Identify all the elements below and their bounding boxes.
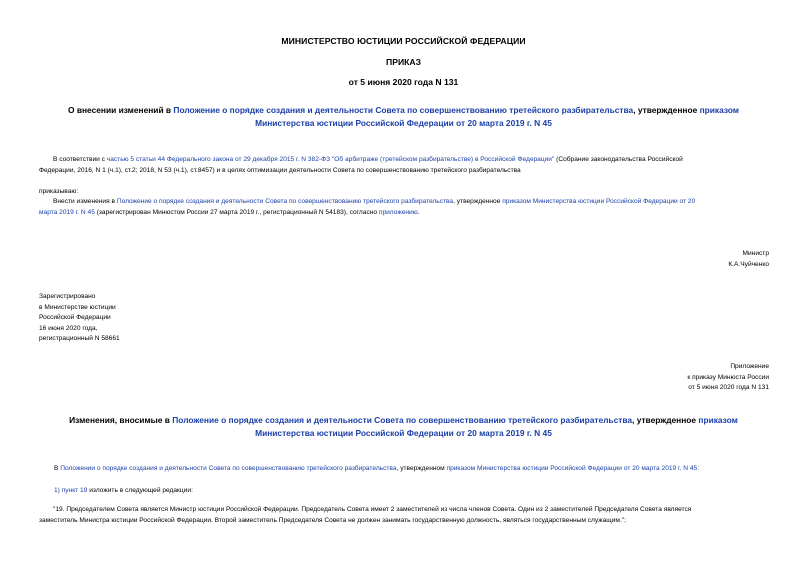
order-line2 bbox=[39, 208, 771, 219]
changes-item-1 bbox=[54, 487, 193, 494]
appendix-line: к приказу Минюста России bbox=[687, 373, 769, 381]
title-regulation-link[interactable]: Положение о порядке создания и деятельности Совета по совершенствованию третейского разбирательства bbox=[173, 105, 634, 115]
order-text4: . bbox=[417, 208, 420, 216]
preamble-line1 bbox=[39, 155, 771, 166]
registration-line: Российской Федерации bbox=[39, 314, 111, 321]
document-date-number: от 5 июня 2020 года N 131 bbox=[348, 77, 459, 87]
changes-title-line1 bbox=[30, 414, 777, 427]
registration-line: Зарегистрировано bbox=[39, 293, 96, 300]
changes-intro-text2: , утвержденном bbox=[396, 465, 447, 472]
order-regulation-link[interactable]: Положение о порядке создания и деятельности Совета по совершенствованию третейского разбирательства bbox=[116, 198, 454, 205]
changes-intro-text3: : bbox=[697, 465, 700, 472]
changes-intro-regulation-link[interactable]: Положении о порядке создания и деятельности Совета по совершенствованию третейского разбирательства bbox=[60, 465, 397, 472]
appendix-block bbox=[687, 362, 769, 394]
changes-title-ministry-order-link[interactable]: Министерства юстиции Российской Федерации от 20 марта 2019 г. N 45 bbox=[255, 428, 552, 438]
title-ministry-order-link[interactable]: Министерства юстиции Российской Федерации от 20 марта 2019 г. N 45 bbox=[255, 118, 552, 128]
document-type: ПРИКАЗ bbox=[386, 57, 421, 67]
order-ministry-order-link[interactable]: приказом Министерства юстиции Российской Федерации от 20 bbox=[502, 198, 696, 205]
changes-intro-order-link[interactable]: приказом Министерства юстиции Российской Федерации от 20 марта 2019 г. N 45 bbox=[446, 465, 698, 472]
changes-title bbox=[30, 414, 777, 440]
registration-line: в Министерстве юстиции bbox=[39, 303, 116, 311]
ministry-heading: МИНИСТЕРСТВО ЮСТИЦИИ РОССИЙСКОЙ ФЕДЕРАЦИИ bbox=[281, 36, 526, 46]
preamble-text2: (Собрание законодательства Российской bbox=[554, 156, 683, 163]
preamble-paragraph bbox=[39, 155, 771, 176]
item-19-link[interactable]: 1) пункт 19 bbox=[54, 487, 88, 494]
changes-title-prefix: Изменения, вносимые в bbox=[69, 415, 173, 425]
registration-line: 16 июня 2020 года, bbox=[39, 324, 98, 332]
title-prefix: О внесении изменений в bbox=[67, 105, 174, 115]
changes-intro-text1: В bbox=[54, 465, 61, 472]
order-text1: Внести изменения в bbox=[53, 198, 117, 205]
item-1-text: изложить в следующей редакции: bbox=[87, 487, 193, 494]
signature-block bbox=[728, 249, 769, 270]
appendix-line: Приложение bbox=[730, 363, 769, 370]
appendix-line: от 5 июня 2020 года N 131 bbox=[688, 384, 769, 391]
preamble-text1: В соответствии с bbox=[53, 156, 107, 163]
registration-block bbox=[39, 292, 120, 345]
order-line1 bbox=[39, 197, 771, 208]
quoted-line1: "19. Председателем Совета является Министр юстиции Российской Федерации. Председатель Совета имеет 2 заместителей из числа членов Совета. Один из 2 заместителей Председателя Совета является bbox=[53, 506, 692, 513]
signature-position: Министр bbox=[742, 250, 769, 257]
changes-title-order-link[interactable]: приказом bbox=[698, 415, 738, 425]
order-ministry-order-link-cont[interactable]: марта 2019 г. N 45 bbox=[39, 208, 95, 216]
federal-law-link[interactable]: частью 5 статьи 44 Федерального закона от 29 декабря 2015 г. N 382-ФЗ "Об арбитраже (третейском разбирательстве) в Российской Федерации" bbox=[106, 156, 555, 163]
signature-name: К.А.Чуйченко bbox=[728, 260, 769, 268]
order-text3: (зарегистрирован Минюстом России 27 марта 2019 г., регистрационный N 54183), согласно bbox=[94, 208, 379, 216]
preamble-line2: Федерации, 2016, N 1 (ч.1), ст.2; 2018, N 53 (ч.1), ст.8457) и в целях оптимизации деятельности Совета по совершенствованию третейского разбирательства bbox=[39, 166, 521, 174]
title-order-link[interactable]: приказом bbox=[699, 105, 739, 115]
quoted-new-wording bbox=[39, 505, 771, 526]
document-title-line1 bbox=[30, 104, 777, 117]
registration-line: регистрационный N 58661 bbox=[39, 335, 120, 342]
order-paragraph bbox=[39, 197, 771, 218]
quoted-line2: заместитель Министра юстиции Российской Федерации. Второй заместитель Председателя Совета не должен занимать государственную должность, являться государственным служащим."; bbox=[39, 516, 626, 524]
changes-title-middle: , утвержденное bbox=[632, 415, 699, 425]
document-title bbox=[30, 104, 777, 130]
order-word: приказываю: bbox=[39, 188, 79, 195]
order-text2: , утвержденное bbox=[453, 198, 503, 205]
appendix-link[interactable]: приложению bbox=[378, 208, 418, 216]
changes-intro bbox=[54, 465, 699, 472]
title-middle: , утвержденное bbox=[633, 105, 700, 115]
changes-title-regulation-link[interactable]: Положение о порядке создания и деятельности Совета по совершенствованию третейского разбирательства bbox=[172, 415, 633, 425]
